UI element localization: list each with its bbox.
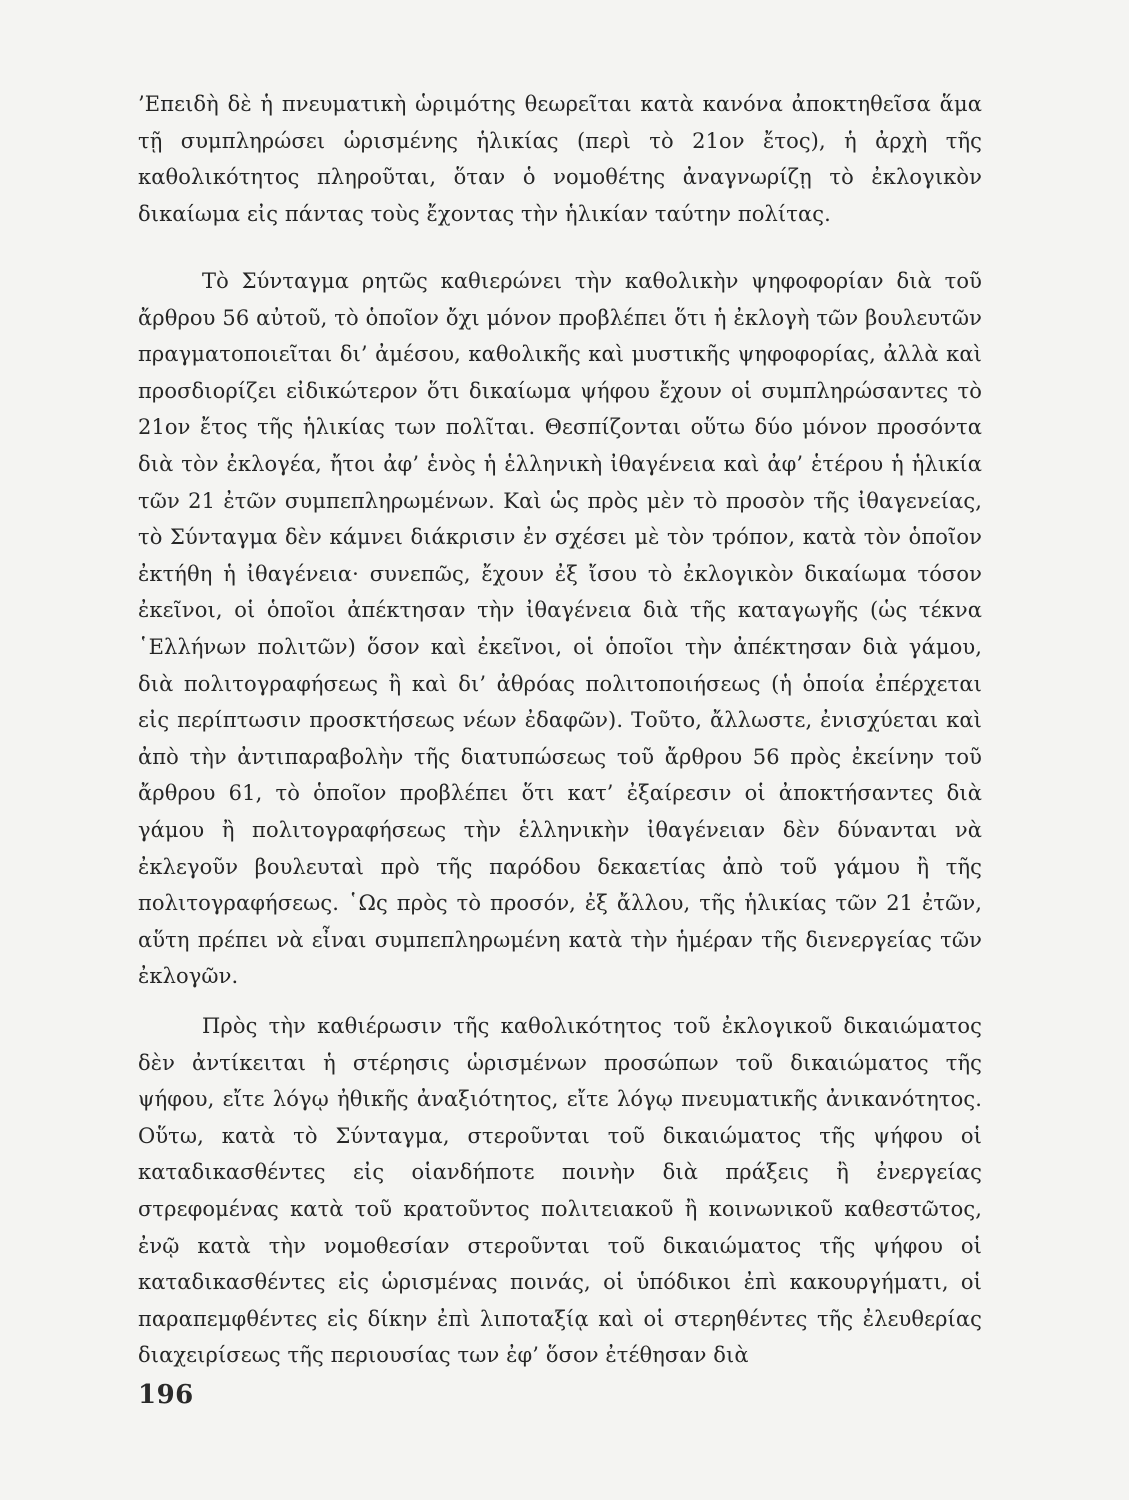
paragraph-3-block — [138, 1008, 982, 1374]
paragraph-1-block — [138, 86, 982, 232]
paragraph-2-block — [138, 263, 982, 995]
paragraph-3: Πρὸς τὴν καθιέρωσιν τῆς καθολικότητος τοῦ ἐκλογικοῦ δικαιώματος δὲν ἀντίκειται ἡ στέρησις ὡρισμένων προσώπων τοῦ δικαιώματος τῆς ψήφου, εἴτε λόγῳ ἠθικῆς ἀναξιότητος, εἴτε λόγῳ πνευματικῆς ἀνικανότητος. Οὕτω, κατὰ τὸ Σύνταγμα, στεροῦνται τοῦ δικαιώματος τῆς ψήφου οἱ καταδικασθέντες εἰς οἱανδήποτε ποινὴν διὰ πράξεις ἢ ἐνεργείας στρεφομένας κατὰ τοῦ κρατοῦντος πολιτειακοῦ ἢ κοινωνικοῦ καθεστῶτος, ἐνῷ κατὰ τὴν νομοθεσίαν στεροῦνται τοῦ δικαιώματος τῆς ψήφου οἱ καταδικασθέντες εἰς ὡρισμένας ποινάς, οἱ ὑπόδικοι ἐπὶ κακουργήματι, οἱ παραπεμφθέντες εἰς δίκην ἐπὶ λιποταξίᾳ καὶ οἱ στερηθέντες τῆς ἐλευθερίας διαχειρίσεως τῆς περιουσίας των ἐφ’ ὅσον ἐτέθησαν διὰ — [138, 1014, 982, 1368]
paragraph-1: ’Επειδὴ δὲ ἡ πνευματικὴ ὡριμότης θεωρεῖται κατὰ κανόνα ἀποκτηθεῖσα ἅμα τῇ συμπληρώσει ὡρισμένης ἡλικίας (περὶ τὸ 21ον ἔτος), ἡ ἀρχὴ τῆς καθολικότητος πληροῦται, ὅταν ὁ νομοθέτης ἀναγνωρίζῃ τὸ ἐκλογικὸν δικαίωμα εἰς πάντας τοὺς ἔχοντας τὴν ἡλικίαν ταύτην πολίτας. — [138, 92, 982, 226]
page-number: 196 — [138, 1380, 194, 1410]
paragraph-2: Τὸ Σύνταγμα ρητῶς καθιερώνει τὴν καθολικὴν ψηφοφορίαν διὰ τοῦ ἄρθρου 56 αὐτοῦ, τὸ ὁποῖον ὄχι μόνον προβλέπει ὅτι ἡ ἐκλογὴ τῶν βουλευτῶν πραγματοποιεῖται δι’ ἀμέσου, καθολικῆς καὶ μυστικῆς ψηφοφορίας, ἀλλὰ καὶ προσδιορίζει εἰδικώτερον ὅτι δικαίωμα ψήφου ἔχουν οἱ συμπληρώσαντες τὸ 21ον ἔτος τῆς ἡλικίας των πολῖται. Θεσπίζονται οὕτω δύο μόνον προσόντα διὰ τὸν ἐκλογέα, ἤτοι ἀφ’ ἑνὸς ἡ ἑλληνικὴ ἰθαγένεια καὶ ἀφ’ ἑτέρου ἡ ἡλικία τῶν 21 ἐτῶν συμπεπληρωμένων. Καὶ ὡς πρὸς μὲν τὸ προσὸν τῆς ἰθαγενείας, τὸ Σύνταγμα δὲν κάμνει διάκρισιν ἐν σχέσει μὲ τὸν τρόπον, κατὰ τὸν ὁποῖον ἐκτήθη ἡ ἰθαγένεια· συνεπῶς, ἔχουν ἐξ ἴσου τὸ ἐκλογικὸν δικαίωμα τόσον ἐκεῖνοι, οἱ ὁποῖοι ἀπέκτησαν τὴν ἰθαγένεια διὰ τῆς καταγωγῆς (ὡς τέκνα ῾Ελλήνων πολιτῶν) ὅσον καὶ ἐκεῖνοι, οἱ ὁποῖοι τὴν ἀπέκτησαν διὰ γάμου, διὰ πολιτογραφήσεως ἢ καὶ δι’ ἀθρόας πολιτοποιήσεως (ἡ ὁποία ἐπέρχεται εἰς περίπτωσιν προσκτήσεως νέων ἐδαφῶν). Τοῦτο, ἄλλωστε, ἐνισχύεται καὶ ἀπὸ τὴν ἀντιπαραβολὴν τῆς διατυπώσεως τοῦ ἄρθρου 56 πρὸς ἐκείνην τοῦ ἄρθρου 61, τὸ ὁποῖον προβλέπει ὅτι κατ’ ἐξαίρεσιν οἱ ἀποκτήσαντες διὰ γάμου ἢ πολιτογραφήσεως τὴν ἑλληνικὴν ἰθαγένειαν δὲν δύνανται νὰ ἐκλεγοῦν βουλευταὶ πρὸ τῆς παρόδου δεκαετίας ἀπὸ τοῦ γάμου ἢ τῆς πολιτογραφήσεως. ῾Ως πρὸς τὸ προσόν, ἐξ ἄλλου, τῆς ἡλικίας τῶν 21 ἐτῶν, αὕτη πρέπει νὰ εἶναι συμπεπληρωμένη κατὰ τὴν ἡμέραν τῆς διενεργείας τῶν ἐκλογῶν. — [138, 269, 982, 989]
